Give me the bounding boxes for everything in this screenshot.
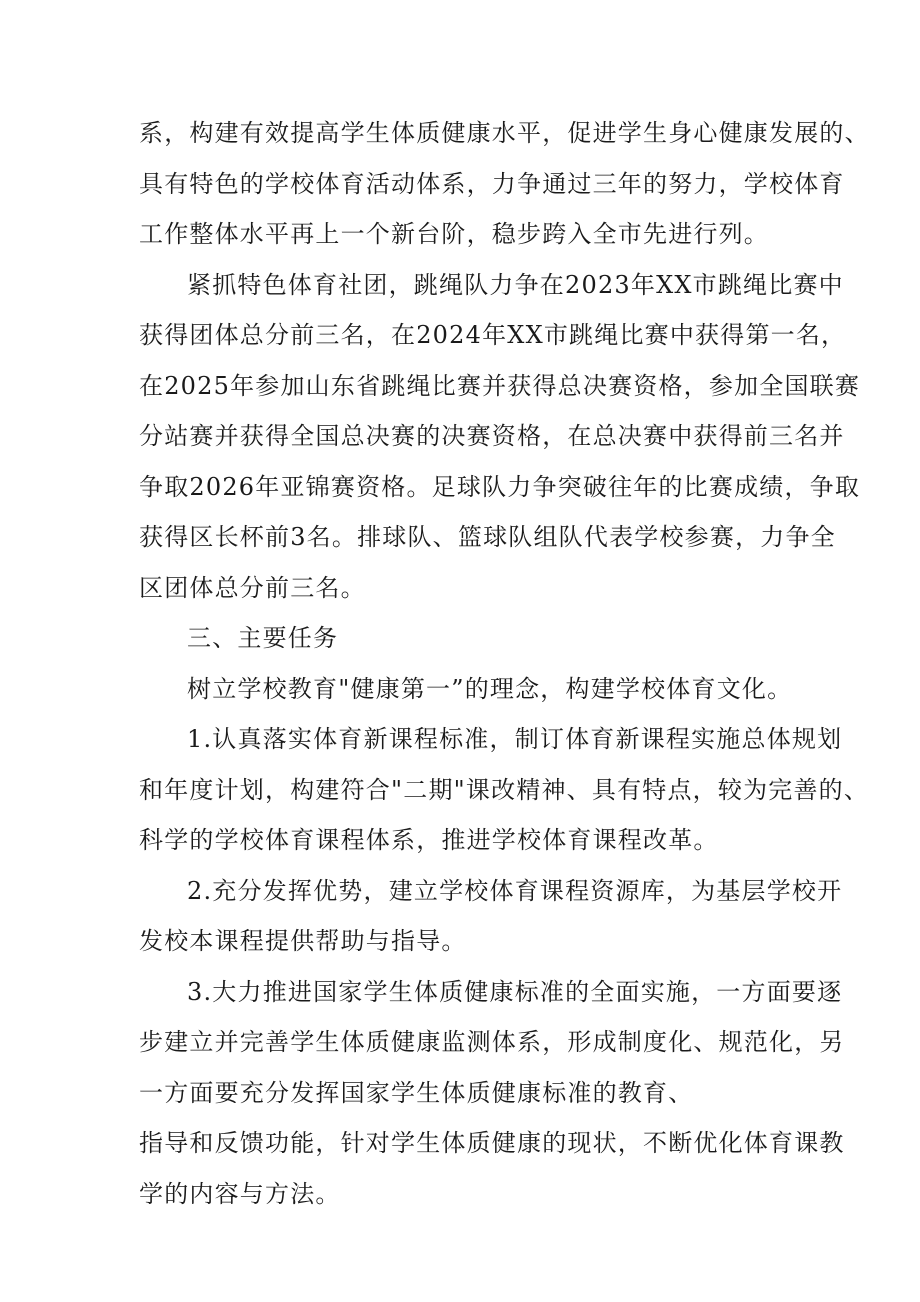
paragraph-line: 树立学校教育"健康第一”的理念，构建学校体育文化。 xyxy=(187,675,793,703)
list-item-line: 3.大力推进国家学生体质健康标准的全面实施，一方面要逐 xyxy=(187,978,843,1006)
list-item-line: 科学的学校体育课程体系，推进学校体育课程改革。 xyxy=(139,826,719,854)
list-item-line: 指导和反馈功能，针对学生体质健康的现状，不断优化体育课教 xyxy=(139,1129,845,1157)
paragraph-line: 紧抓特色体育社团，跳绳队力争在2023年XX市跳绳比赛中 xyxy=(187,271,844,299)
paragraph-line: 系，构建有效提高学生体质健康水平，促进学生身心健康发展的、 xyxy=(139,119,870,147)
paragraph-line: 具有特色的学校体育活动体系，力争通过三年的努力，学校体育 xyxy=(139,170,845,198)
paragraph-line: 争取2026年亚锦赛资格。足球队力争突破往年的比赛成绩，争取 xyxy=(139,473,861,501)
list-item-line: 和年度计划，构建符合"二期"课改精神、具有特点，较为完善的、 xyxy=(139,776,870,804)
paragraph-line: 在2025年参加山东省跳绳比赛并获得总决赛资格，参加全国联赛 xyxy=(139,372,861,400)
list-item-line: 步建立并完善学生体质健康监测体系，形成制度化、规范化，另 xyxy=(139,1028,845,1056)
list-item-line: 学的内容与方法。 xyxy=(139,1180,341,1208)
paragraph-line: 分站赛并获得全国总决赛的决赛资格，在总决赛中获得前三名并 xyxy=(139,422,845,450)
list-item-line: 一方面要充分发挥国家学生体质健康标准的教育、 xyxy=(139,1079,694,1107)
list-item-line: 发校本课程提供帮助与指导。 xyxy=(139,927,467,955)
paragraph-line: 工作整体水平再上一个新台阶，稳步跨入全市先进行列。 xyxy=(139,220,769,248)
section-heading: 三、主要任务 xyxy=(187,624,339,652)
paragraph-line: 区团体总分前三名。 xyxy=(139,574,366,602)
paragraph-line: 获得区长杯前3名。排球队、篮球队组队代表学校参赛，力争全 xyxy=(139,523,836,551)
list-item-line: 1.认真落实体育新课程标准，制订体育新课程实施总体规划 xyxy=(187,725,843,753)
list-item-line: 2.充分发挥优势，建立学校体育课程资源库，为基层学校开 xyxy=(187,877,843,905)
paragraph-line: 获得团体总分前三名，在2024年XX市跳绳比赛中获得第一名， xyxy=(139,321,847,349)
